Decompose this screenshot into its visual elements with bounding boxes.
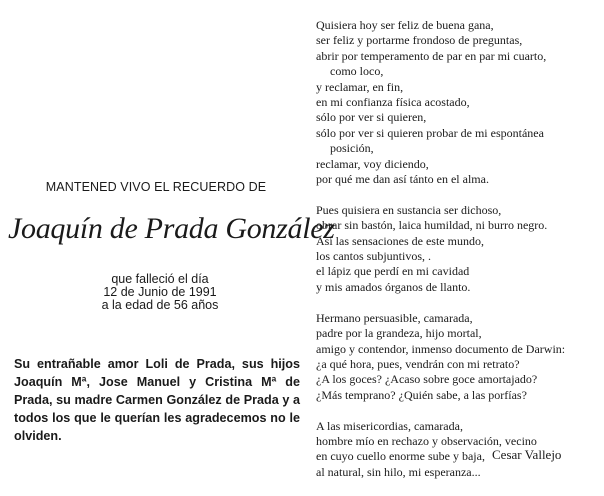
poem-line: padre por la grandeza, hijo mortal, xyxy=(316,326,482,341)
poem-line: el lápiz que perdí en mi cavidad xyxy=(316,264,470,279)
poem-line: hombre mío en rechazo y observación, vecino xyxy=(316,433,537,448)
poem-line: Así las sensaciones de este mundo, xyxy=(316,233,484,248)
poem-line: posición, xyxy=(330,141,374,156)
poem-line: obrar sin bastón, laica humildad, ni burro negro. xyxy=(316,218,548,233)
death-line-date: 12 de Junio de 1991 xyxy=(103,285,217,299)
poem-line: Pues quisiera en sustancia ser dichoso, xyxy=(316,202,502,217)
poem-line: abrir por temperamento de par en par mi cuarto, xyxy=(316,48,547,63)
poem-line: los cantos subjuntivos, . xyxy=(316,249,432,264)
poem-author: Cesar Vallejo xyxy=(492,447,562,462)
poem-panel xyxy=(316,0,604,480)
poem-line: amigo y contendor, inmenso documento de Darwin: xyxy=(316,341,566,356)
poem-line: A las misericordias, camarada, xyxy=(316,418,463,433)
poem-line: y reclamar, en fin, xyxy=(316,79,404,94)
poem-line: Quisiera hoy ser feliz de buena gana, xyxy=(316,18,494,32)
poem-stanza xyxy=(316,203,604,295)
poem-line: por qué me dan así tánto en el alma. xyxy=(316,172,489,187)
poem-stanza xyxy=(316,311,604,403)
deceased-name: Joaquín de Prada González xyxy=(8,212,335,245)
poem-line: Hermano persuasible, camarada, xyxy=(316,310,473,325)
poem-line: ser feliz y portarme frondoso de preguntas, xyxy=(316,33,523,48)
family-message: Su entrañable amor Loli de Prada, sus hijos Joaquín Mª, Jose Manuel y Cristina Mª de Prada, su madre Carmen González de Prada y a todos los que le querían les agradecemos no le olviden. xyxy=(14,357,300,443)
poem-line: ¿Más temprano? ¿Quién sabe, a las porfías? xyxy=(316,387,527,402)
death-line-day: que falleció el día xyxy=(111,272,209,286)
poem-line: como loco, xyxy=(330,64,384,79)
poem-line: en mi confianza física acostado, xyxy=(316,95,470,110)
death-line-age: a la edad de 56 años xyxy=(101,298,219,312)
poem-line: en cuyo cuello enorme sube y baja, xyxy=(316,449,485,464)
poem-line: al natural, sin hilo, mi esperanza... xyxy=(316,464,481,479)
poem-line: ¿A los goces? ¿Acaso sobre goce amortajado? xyxy=(316,372,538,387)
poem-line: reclamar, voy diciendo, xyxy=(316,156,429,171)
poem-text xyxy=(316,18,604,496)
poem-line: y mis amados órganos de llanto. xyxy=(316,279,471,294)
poem-line: sólo por ver si quieren, xyxy=(316,110,427,125)
memorial-heading: MANTENED VIVO EL RECUERDO DE xyxy=(45,180,267,194)
poem-line: ¿a qué hora, pues, vendrán con mi retrato? xyxy=(316,356,520,371)
death-details xyxy=(60,273,260,312)
poem-stanza xyxy=(316,18,604,187)
poem-line: sólo por ver si quieren probar de mi espontánea xyxy=(316,125,544,140)
